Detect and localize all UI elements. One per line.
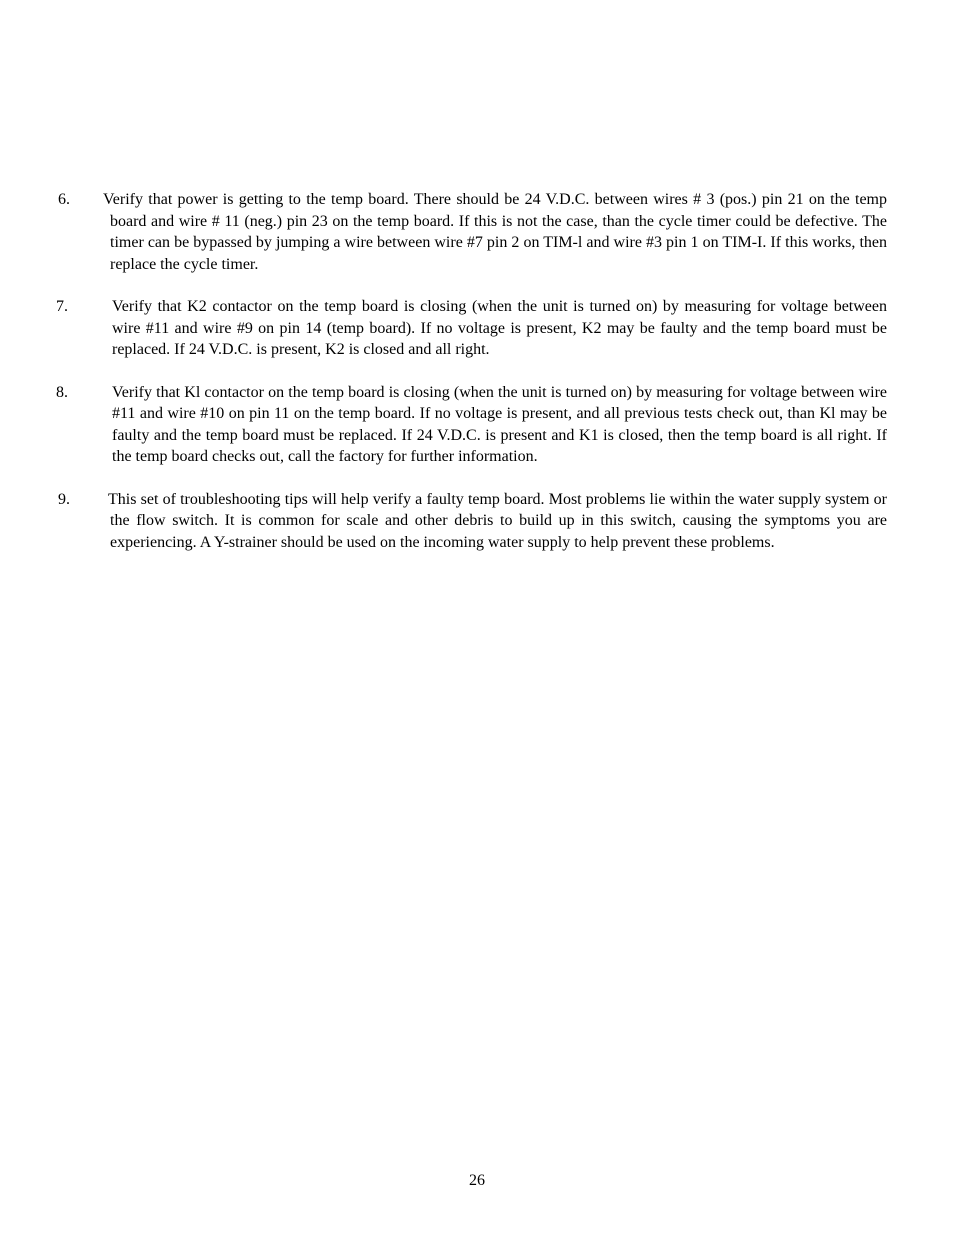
step-number: 8. (56, 383, 68, 401)
step-item-8 (56, 382, 887, 468)
step-text: Verify that K2 contactor on the temp board is closing (when the unit is turned on) by measuring for voltage between wire #11 and wire #9 on pin 14 (temp board). If no voltage is present, K2 may be faulty and the temp board must be replaced. If 24 V.D.C. is present, K2 is closed and all right. (112, 298, 887, 358)
step-number: 9. (58, 490, 70, 508)
step-number: 7. (56, 298, 68, 315)
page-number: 26 (469, 1172, 485, 1189)
troubleshooting-steps (56, 189, 887, 574)
step-item-7 (56, 296, 887, 361)
step-text: Verify that power is getting to the temp board. There should be 24 V.D.C. between wires # 3 (pos.) pin 21 on the temp board and wire # 11 (neg.) pin 23 on the temp board. If this is not the case, than the cycle timer could be defective. The timer can be bypassed by jumping a wire between wire #7 pin 2 on TIM-l and wire #3 pin 1 on TIM-I. If this works, then replace the cycle timer. (103, 191, 887, 273)
step-number: 6. (58, 191, 70, 208)
step-item-6 (58, 189, 887, 275)
step-text: Verify that Kl contactor on the temp board is closing (when the unit is turned on) by measuring for voltage between wire #11 and wire #10 on pin 11 on the temp board. If no voltage is present, and all previous tests check out, than Kl may be faulty and the temp board must be replaced. If 24 V.D.C. is present and K1 is closed, then the temp board is all right. If the temp board checks out, call the factory for further information. (112, 383, 887, 465)
step-item-9 (58, 489, 887, 554)
step-text: This set of troubleshooting tips will help verify a faulty temp board. Most problems lie within the water supply system or the flow switch. It is common for scale and other debris to build up in this switch, causing the symptoms you are experiencing. A Y-strainer should be used on the incoming water supply to help prevent these problems. (108, 490, 887, 551)
